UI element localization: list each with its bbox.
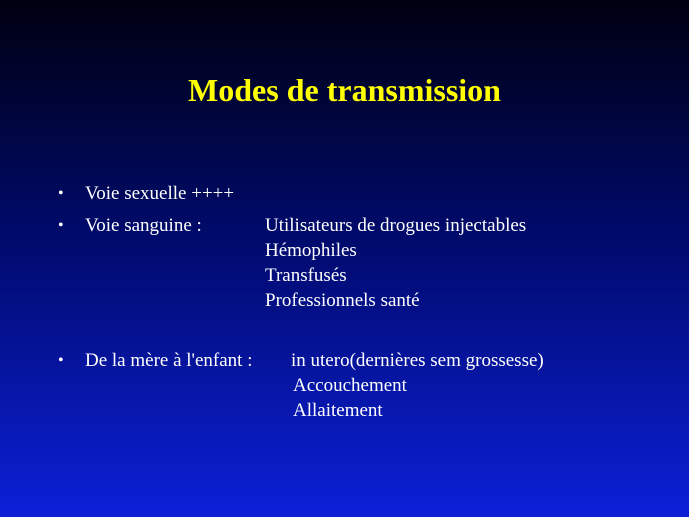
bullet-blood-label: Voie sanguine :	[85, 215, 202, 236]
slide-title: Modes de transmission	[188, 72, 501, 108]
mother-child-item-in-utero: in utero(dernières sem grossesse)	[291, 350, 544, 371]
bullet-icon: •	[58, 217, 64, 234]
bullet-mother-child-label: De la mère à l'enfant :	[85, 350, 253, 371]
mother-child-item-delivery: Accouchement	[293, 375, 407, 396]
blood-item-transfused: Transfusés	[265, 265, 347, 286]
mother-child-item-breastfeeding: Allaitement	[293, 400, 383, 421]
bullet-sexual-label: Voie sexuelle ++++	[85, 183, 235, 204]
blood-item-drug-users: Utilisateurs de drogues injectables	[265, 215, 527, 236]
bullet-icon: •	[58, 185, 64, 202]
bullet-icon: •	[58, 352, 64, 369]
blood-item-health-professionals: Professionnels santé	[265, 290, 420, 311]
blood-item-hemophiliacs: Hémophiles	[265, 240, 357, 261]
